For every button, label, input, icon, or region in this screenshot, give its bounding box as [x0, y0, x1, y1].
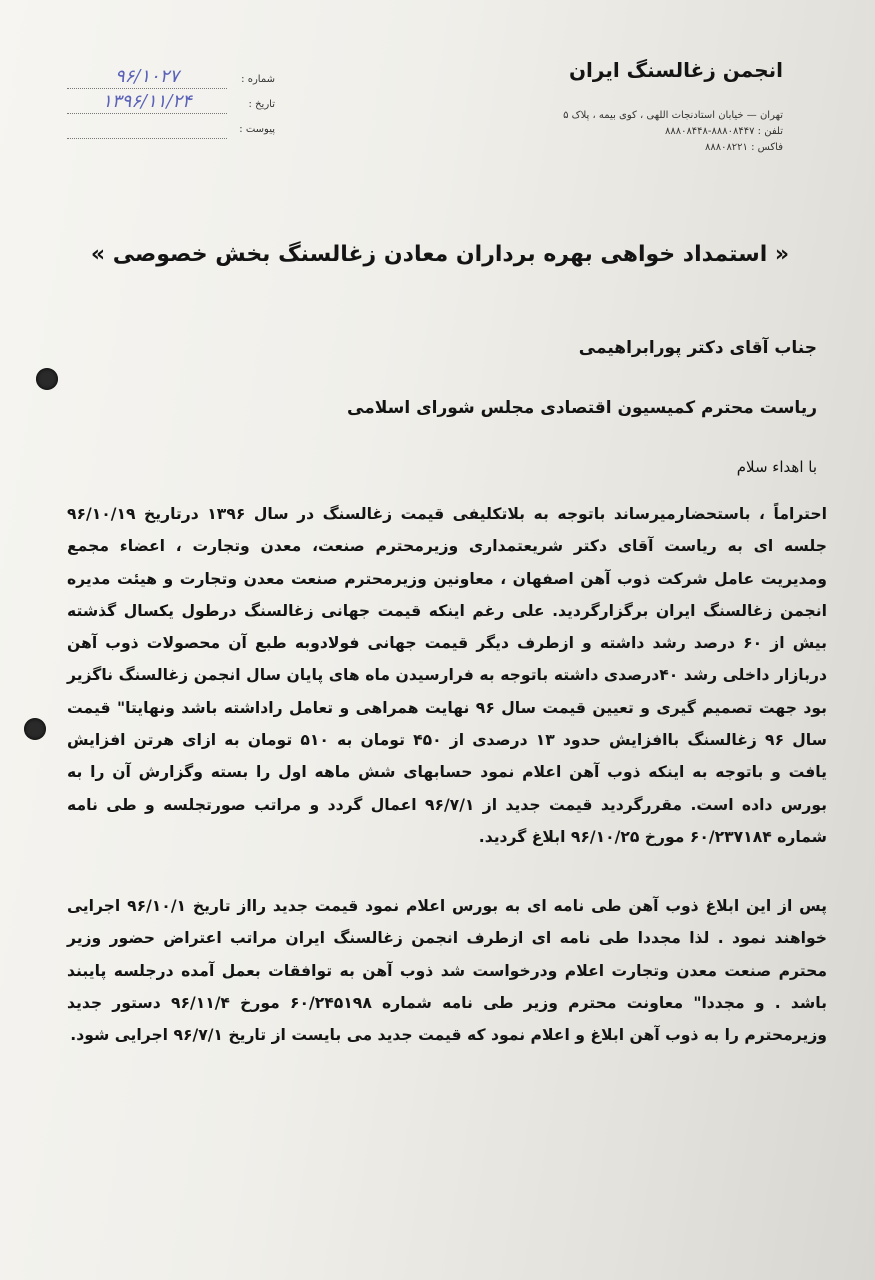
number-value: ۹۶/۱۰۲۷ — [67, 66, 227, 89]
org-phone: تلفن : ۸۸۸۰۸۴۴۷-۸۸۸۰۸۴۴۸ — [664, 126, 783, 137]
meta-attachment-row — [60, 116, 275, 141]
letter-title: « استمداد خواهی بهره برداران معادن زغالسنگ بخش خصوصی » — [90, 242, 790, 267]
org-address: تهران — خیابان استادنجات اللهی ، کوی بیمه ، پلاک ۵ — [563, 110, 783, 121]
date-label: تاریخ : — [248, 99, 275, 110]
punch-hole — [24, 718, 46, 740]
letter-meta — [60, 66, 275, 141]
meta-number-row — [60, 66, 275, 91]
org-fax: فاکس : ۸۸۸۰۸۲۲۱ — [704, 142, 783, 153]
greeting: با اهداء سلام — [736, 458, 817, 476]
attachment-value — [67, 116, 227, 139]
number-label: شماره : — [241, 74, 275, 85]
body-paragraph-1 — [67, 498, 827, 853]
addressee-name: جناب آقای دکتر پورابراهیمی — [578, 338, 817, 358]
body-paragraph-2 — [67, 890, 827, 1051]
meta-date-row — [60, 91, 275, 116]
org-name: انجمن زغالسنگ ایران — [568, 58, 783, 82]
letterhead — [423, 58, 783, 156]
attachment-label: پیوست : — [239, 124, 275, 135]
punch-hole — [36, 368, 58, 390]
addressee-title: ریاست محترم کمیسیون اقتصادی مجلس شورای اسلامی — [347, 398, 817, 418]
date-value: ۱۳۹۶/۱۱/۲۴ — [67, 91, 227, 114]
paragraph-text: پس از این ابلاغ ذوب آهن طی نامه ای به بورس اعلام نمود قیمت جدید رااز تاریخ ۹۶/۱۰/۱ اجرایی خواهند نمود . لذا مجددا طی نامه ای ازطرف انجمن زغالسنگ ایران مراتب اعتراض حضور وزیر محترم صنعت معدن وتجارت اعلام ودرخواست شد ذوب آهن به توافقات بعمل آمده درجلسه پایبند باشد . و مجددا" معاونت محترم وزیر طی نامه شماره ۶۰/۲۴۵۱۹۸ مورخ ۹۶/۱۱/۴ دستور جدید وزیرمحترم را به ذوب آهن ابلاغ و اعلام نمود که قیمت جدید می بایست از تاریخ ۹۶/۷/۱ اجرایی شود. — [67, 897, 827, 1045]
paragraph-text: احتراماً ، باستحضارمیرساند باتوجه به بلاتکلیفی قیمت زغالسنگ در سال ۱۳۹۶ درتاریخ ۹۶/۱۰/۱۹ جلسه ای به ریاست آقای دکتر شریعتمداری وزیرمحترم صنعت، معدن وتجارت ، اعضاء مجمع ومدیریت عامل شرکت ذوب آهن اصفهان ، معاونین وزیرمحترم صنعت معدن وتجارت و هیئت مدیره انجمن زغالسنگ ایران برگزارگردید. علی رغم اینکه قیمت جهانی زغالسنگ درطول یکسال گذشته بیش از ۶۰ درصد رشد داشته و ازطرف دیگر قیمت جهانی فولادوبه طبع آن محصولات ذوب آهن دربازار داخلی رشد ۴۰درصدی داشته باتوجه به فرارسیدن ماه های پایان سال انجمن زغالسنگ ناگزیر بود جهت تصمیم گیری و تعیین قیمت سال ۹۶ نهایت همراهی و تعامل راداشته باشد ونهایتا" قیمت سال ۹۶ زغالسنگ باافزایش حدود ۱۳ درصدی از ۴۵۰ تومان به ۵۱۰ تومان به ازای هرتن افزایش یافت و باتوجه به اینکه ذوب آهن اعلام نمود حسابهای شش ماهه اول را بسته وگزارش آن را به بورس داده است. مقررگردید قیمت جدید از ۹۶/۷/۱ اعمال گردد و مراتب صورتجلسه و طی نامه شماره ۶۰/۲۳۷۱۸۴ مورخ ۹۶/۱۰/۲۵ ابلاغ گردید. — [67, 505, 828, 846]
